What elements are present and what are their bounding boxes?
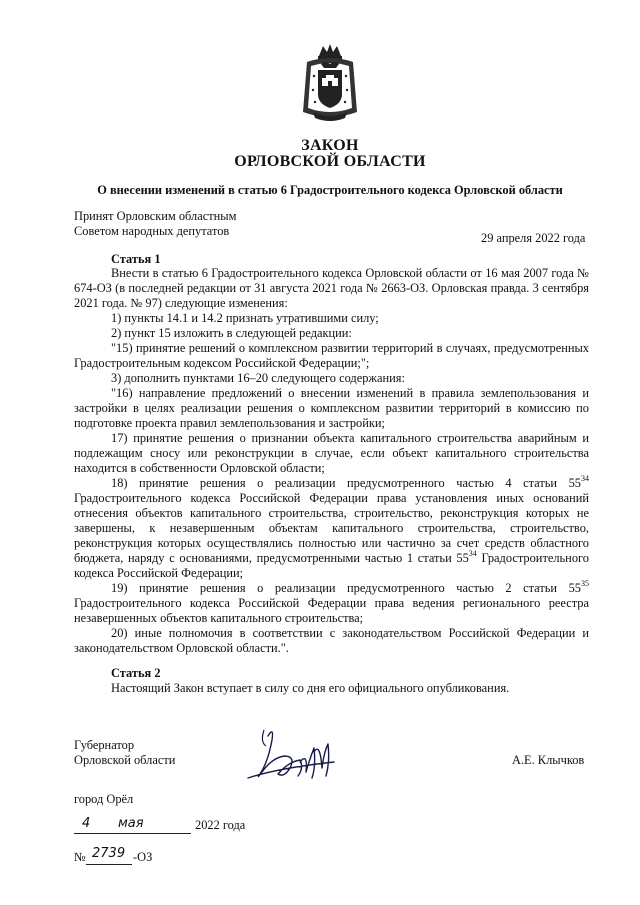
city-name: город Орёл	[74, 792, 134, 806]
number-prefix: №	[74, 850, 86, 864]
article-1-heading: Статья 1	[111, 252, 161, 266]
region-title: ОРЛОВСКОЙ ОБЛАСТИ	[234, 153, 426, 170]
point-16-text: "16) направление предложений о внесении изменений в правила землепользования и застройки в целях реализации решения о комплексном развитии территорий в комиссию по подготовке проекта правил землепользования и застройки;	[74, 386, 589, 430]
point-20-text: 20) иные полномочия в соответствии с законодательством Российской Федерации и законодательством Орловской области.".	[74, 626, 589, 655]
governor-title: Губернатор	[74, 738, 135, 752]
article-1-item-3: 3) дополнить пунктами 16–20 следующего содержания:	[111, 371, 405, 385]
adoption-date: 29 апреля 2022 года	[481, 231, 586, 245]
point-19-text: 19) принятие решения о реализации предусмотренного частью 2 статьи $55^{35}$ Градостроительного кодекса Российской Федерации права ведения регионального реестра незавершенных объектов капитального строительства;	[74, 579, 589, 625]
document-type-title: ЗАКОН	[301, 137, 359, 154]
law-number: 2739	[92, 846, 126, 861]
adoption-line-2: Советом народных депутатов	[74, 224, 230, 238]
article-1-body	[74, 266, 589, 656]
point-17-text: 17) принятие решения о признании объекта капитального строительства аварийным и подлежащим сносу или реконструкции в случае, если объект капитального строительства находится в собственности Орловской области;	[74, 431, 589, 475]
point-18-text: 18) принятие решения о реализации предусмотренного частью 4 статьи $55^{34}$ Градостроительного кодекса Российской Федерации права установления иных оснований отнесения объектов капитального строительства, строительство, реконструкция которых не завершены, к незавершенным объектам капитального строительства, строительство, реконструкция которых осуществлялись полностью или частично за счет средств областного бюджета, наряду с основаниями, предусмотренными частью 1 статьи $55^{34}$ Градостроительного кодекса Российской Федерации;	[74, 474, 589, 580]
date-day: 4	[82, 816, 91, 831]
coat-of-arms-emblem	[299, 42, 361, 124]
article-2-text: Настоящий Закон вступает в силу со дня его официального опубликования.	[111, 681, 510, 695]
article-1-intro: Внести в статью 6 Градостроительного кодекса Орловской области от 16 мая 2007 года № 674-ОЗ (в последней редакции от 31 августа 2021 года № 2663-ОЗ. Орловская правда. 3 сентября 2021 года. № 97) следующие изменения:	[74, 266, 589, 310]
article-2-heading: Статья 2	[111, 666, 161, 680]
law-subtitle: О внесении изменений в статью 6 Градостроительного кодекса Орловской области	[97, 183, 563, 197]
number-suffix: -ОЗ	[133, 850, 153, 864]
article-1-item-1: 1) пункты 14.1 и 14.2 признать утратившими силу;	[111, 311, 379, 325]
date-underline	[74, 832, 191, 834]
date-year: 2022 года	[195, 818, 246, 832]
point-15-text: "15) принятие решений о комплексном развитии территорий в случаях, предусмотренных Градостроительным кодексом Российской Федерации;";	[74, 341, 589, 370]
date-month: мая	[118, 816, 144, 831]
number-underline	[86, 863, 132, 865]
adoption-line-1: Принят Орловским областным	[74, 209, 237, 223]
article-1-item-2: 2) пункт 15 изложить в следующей редакции:	[111, 326, 352, 340]
governor-name: А.Е. Клычков	[512, 753, 585, 767]
handwritten-signature	[238, 722, 348, 792]
governor-region: Орловской области	[74, 753, 176, 767]
